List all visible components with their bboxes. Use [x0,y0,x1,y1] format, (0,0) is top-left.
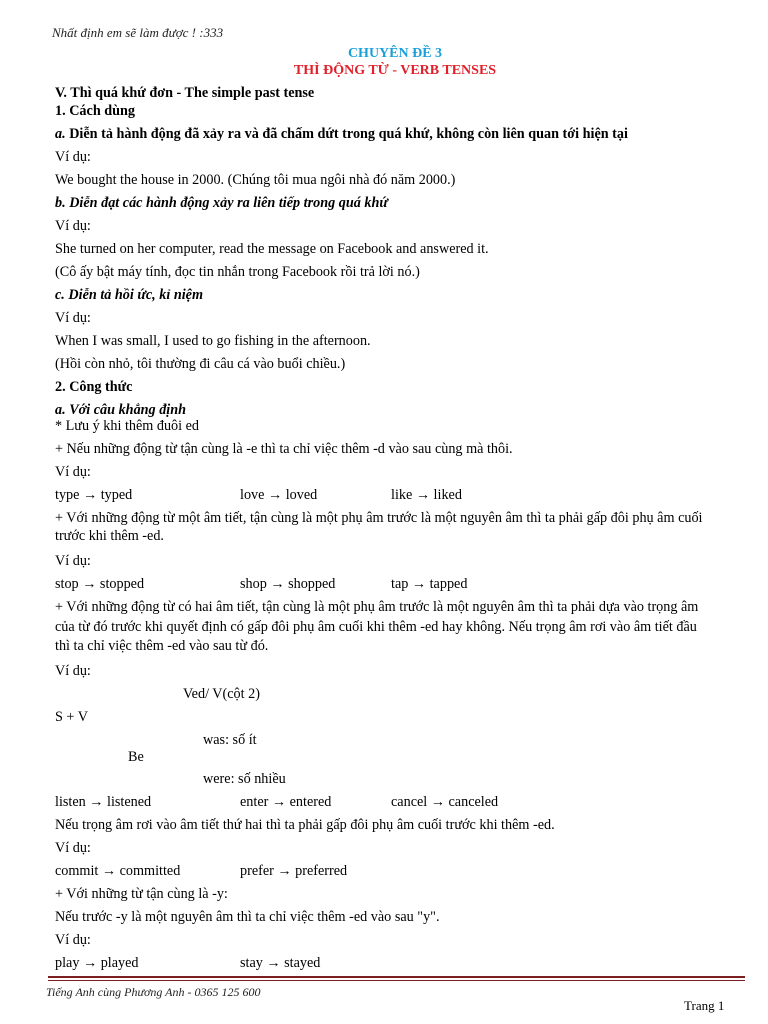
formula-were: were: số nhiều [203,771,286,787]
usage-c-heading: c. Diễn tả hồi ức, kỉ niệm [55,287,204,303]
example-text: We bought the house in 2000. (Chúng tôi mua ngôi nhà đó năm 2000.) [55,172,456,188]
example-translation: (Hồi còn nhỏ, tôi thường đi câu cá vào buổi chiều.) [55,356,346,372]
formula-ved: Ved/ V(cột 2) [183,686,260,702]
example-label: Ví dụ: [55,218,91,234]
example-label: Ví dụ: [55,149,91,165]
note-ed: * Lưu ý khi thêm đuôi ed [55,418,200,434]
example-word: like → liked [391,487,462,503]
formula-was: was: số ít [203,732,257,748]
rule-second-stress: Nếu trọng âm rơi vào âm tiết thứ hai thì ta phải gấp đôi phụ âm cuối trước khi thêm -ed. [55,817,555,833]
usage-a-label: a. [55,126,66,142]
example-label: Ví dụ: [55,663,91,679]
section-heading: V. Thì quá khứ đơn - The simple past tense [55,85,315,101]
example-word: commit → committed [55,863,181,879]
example-label: Ví dụ: [55,464,91,480]
example-word: type → typed [55,487,133,503]
example-word: enter → entered [240,794,332,810]
page-number: Trang 1 [684,998,725,1013]
rule-y-vowel: Nếu trước -y là một nguyên âm thì ta chỉ việc thêm -ed vào sau "y". [55,909,440,925]
footer-text: Tiếng Anh cùng Phương Anh - 0365 125 600 [46,985,261,999]
rule-two-syllable: + Với những động từ có hai âm tiết, tận cùng là một phụ âm trước là một nguyên âm thì ta phải dựa vào trọng âm của từ đó trước khi quyết định có gấp đôi phụ âm cuối khi thêm -ed hay không. Nếu trọng âm rơi vào âm tiết đầu thì ta chỉ việc thêm -ed vào sau từ đó. [55,599,699,654]
header-note: Nhất định em sẽ làm được ! :333 [52,25,224,40]
example-word: shop → shopped [240,576,336,592]
example-label: Ví dụ: [55,932,91,948]
rule-y: + Với những từ tận cùng là -y: [55,886,228,902]
example-word: play → played [55,955,139,971]
rule-e: + Nếu những động từ tận cùng là -e thì ta chỉ việc thêm -d vào sau cùng mà thôi. [55,441,513,457]
example-text: When I was small, I used to go fishing in the afternoon. [55,333,371,349]
example-label: Ví dụ: [55,553,91,569]
footer-rule [48,976,745,978]
example-word: stop → stopped [55,576,145,592]
example-word: listen → listened [55,794,152,810]
example-label: Ví dụ: [55,840,91,856]
usage-a [55,125,628,143]
usage-heading: 1. Cách dùng [55,103,136,119]
usage-b-heading: b. Diễn đạt các hành động xảy ra liên tiếp trong quá khứ [55,195,388,211]
example-label: Ví dụ: [55,310,91,326]
formula-heading: 2. Công thức [55,379,133,395]
example-word: tap → tapped [391,576,468,592]
example-word: stay → stayed [240,955,321,971]
rule-one-syllable: + Với những động từ một âm tiết, tận cùng là một phụ âm trước là một nguyên âm thì ta phải gấp đôi phụ âm cuối trước khi thêm -ed. [55,510,703,544]
example-word: love → loved [240,487,318,503]
topic-title: CHUYÊN ĐỀ 3 [347,46,443,61]
usage-a-text: Diễn tả hành động đã xảy ra và đã chấm dứt trong quá khứ, không còn liên quan tới hiện tại [69,126,628,142]
formula-s-v: S + V [55,709,88,725]
example-translation: (Cô ấy bật máy tính, đọc tin nhắn trong Facebook rồi trả lời nó.) [55,264,420,280]
example-word: prefer → preferred [240,863,348,879]
page-title: THÌ ĐỘNG TỪ - VERB TENSES [293,63,497,78]
affirm-heading: a. Với câu khẳng định [55,402,187,418]
example-text: She turned on her computer, read the message on Facebook and answered it. [55,241,489,257]
formula-be: Be [128,749,144,765]
footer-rule [48,980,745,981]
example-word: cancel → canceled [391,794,499,810]
